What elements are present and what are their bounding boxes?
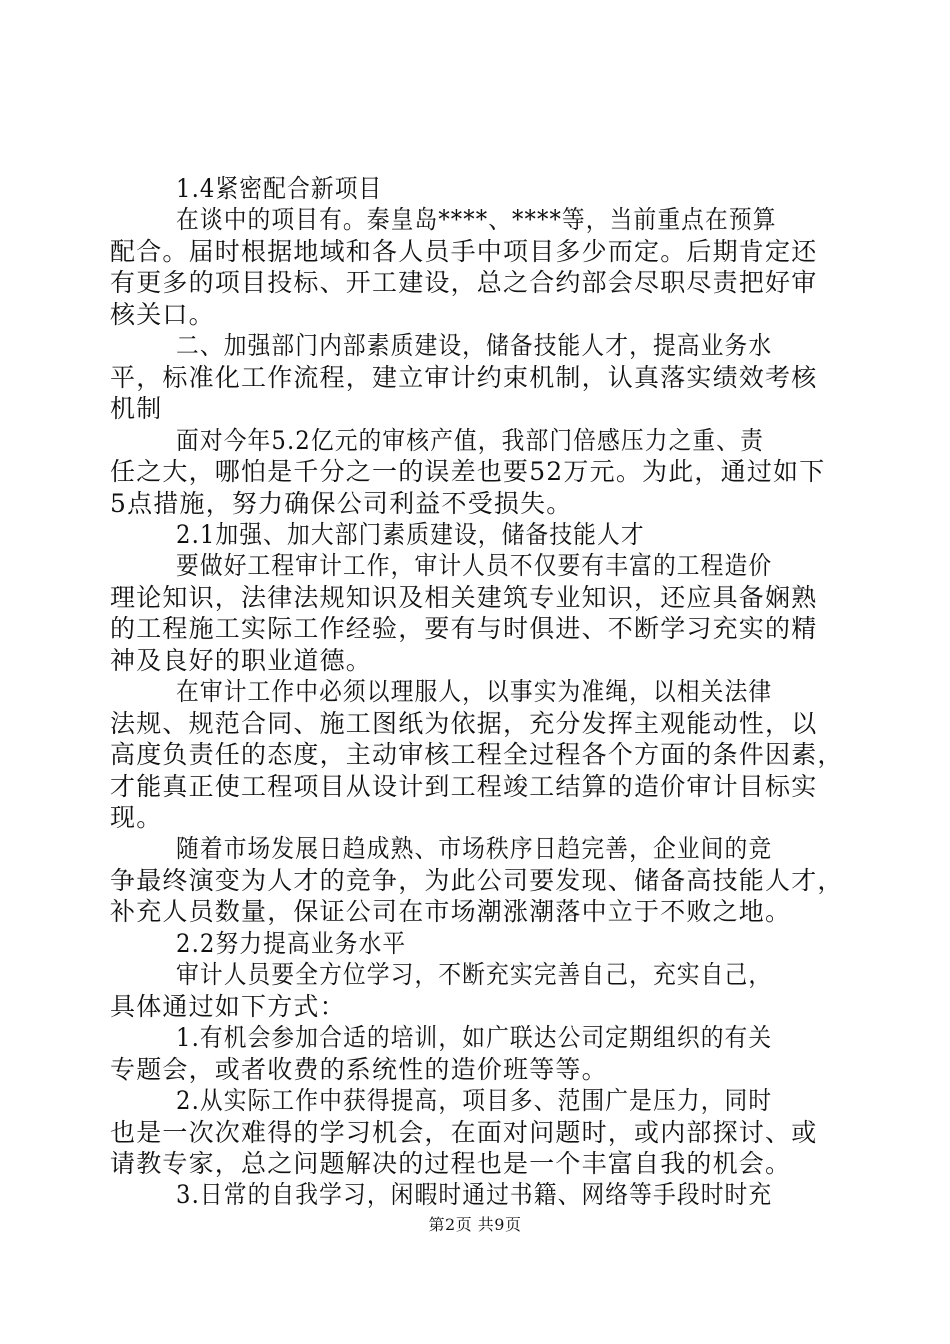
text-line: 1.4紧密配合新项目: [176, 174, 383, 203]
text-line: 核关口。: [110, 299, 215, 329]
text-line: 具体通过如下方式：: [110, 991, 346, 1021]
text-line: 理论知识，法律法规知识及相关建筑专业知识，还应具备娴熟: [110, 582, 818, 612]
text-line: 面对今年5.2亿元的审核产值，我部门倍感压力之重、责: [176, 425, 764, 455]
text-line: 任之大，哪怕是千分之一的误差也要52万元。为此，通过如下: [110, 457, 826, 487]
text-line: 1.有机会参加合适的培训，如广联达公司定期组织的有关: [176, 1023, 773, 1053]
text-line: 才能真正使工程项目从设计到工程竣工结算的造价审计目标实: [110, 771, 818, 801]
text-line: 3.日常的自我学习，闲暇时通过书籍、网络等手段时时充: [176, 1180, 773, 1210]
text-line: 专题会，或者收费的系统性的造价班等等。: [110, 1054, 608, 1084]
text-line: 5点措施，努力确保公司利益不受损失。: [110, 488, 573, 518]
text-line: 二、加强部门内部素质建设，储备技能人才，提高业务水: [176, 331, 773, 361]
text-line: 2.1加强、加大部门素质建设，储备技能人才: [176, 519, 645, 549]
page-footer: 第2页 共9页: [428, 1215, 522, 1234]
text-line: 的工程施工实际工作经验，要有与时俱进、不断学习充实的精: [110, 614, 818, 644]
text-line: 平，标准化工作流程，建立审计约束机制，认真落实绩效考核: [110, 362, 818, 392]
text-line: 机制: [110, 394, 163, 424]
text-line: 审计人员要全方位学习，不断充实完善自己，充实自己，: [176, 960, 773, 990]
text-line: 高度负责任的态度，主动审核工程全过程各个方面的条件因素，: [110, 740, 844, 770]
text-line: 法规、规范合同、施工图纸为依据，充分发挥主观能动性，以: [110, 708, 818, 738]
text-line: 补充人员数量，保证公司在市场潮涨潮落中立于不败之地。: [110, 897, 792, 927]
text-line: 在审计工作中必须以理服人，以事实为准绳，以相关法律: [176, 677, 773, 707]
text-line: 2.2努力提高业务水平: [176, 928, 407, 958]
text-line: 要做好工程审计工作，审计人员不仅要有丰富的工程造价: [176, 551, 773, 581]
text-line: 在谈中的项目有。秦皇岛****、****等，当前重点在预算: [176, 205, 777, 235]
text-line: 神及良好的职业道德。: [110, 645, 373, 675]
text-line: 有更多的项目投标、开工建设，总之合约部会尽职尽责把好审: [110, 268, 818, 298]
text-line: 随着市场发展日趋成熟、市场秩序日趋完善，企业间的竞: [176, 834, 773, 864]
text-line: 配合。届时根据地域和各人员手中项目多少而定。后期肯定还: [110, 236, 818, 266]
text-line: 2.从实际工作中获得提高，项目多、范围广是压力，同时: [176, 1086, 773, 1116]
text-line: 请教专家，总之问题解决的过程也是一个丰富自我的机会。: [110, 1148, 792, 1178]
text-line: 争最终演变为人才的竞争，为此公司要发现、储备高技能人才，: [110, 865, 844, 895]
text-line: 现。: [110, 803, 163, 832]
text-line: 也是一次次难得的学习机会，在面对问题时，或内部探讨、或: [110, 1117, 818, 1147]
